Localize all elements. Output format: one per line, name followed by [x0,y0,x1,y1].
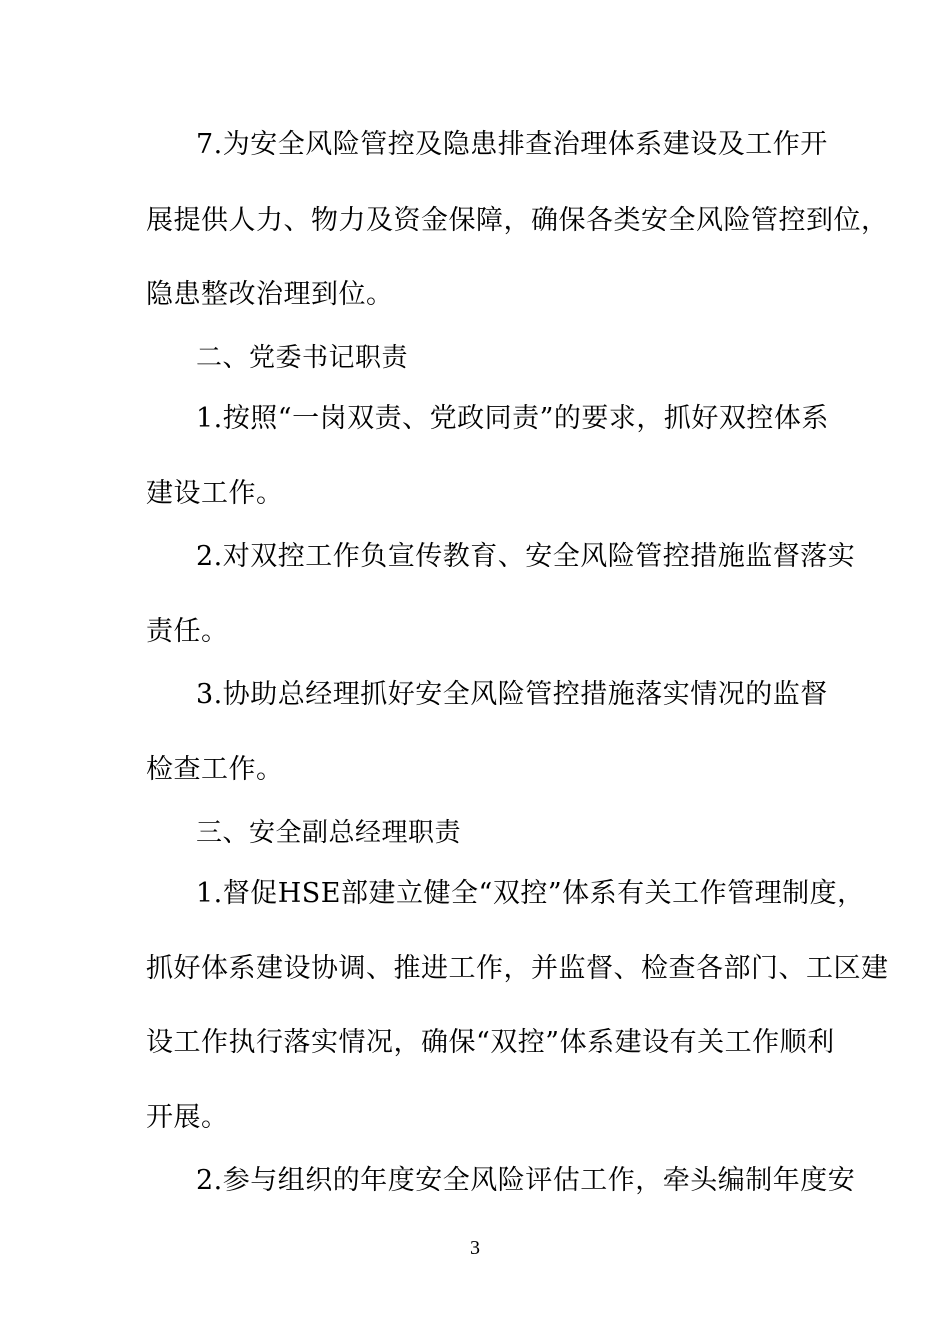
safety-item-1-line-2: 抓好体系建设协调、推进工作，并监督、检查各部门、工区建 [146,953,889,984]
paragraph-7-line-1: 7.为安全风险管控及隐患排查治理体系建设及工作开 [196,129,828,160]
party-item-1-line-1: 1.按照“一岗双责、党政同责”的要求，抓好双控体系 [196,403,829,434]
paragraph-7-line-3: 隐患整改治理到位。 [146,279,394,310]
party-item-2-line-2: 责任。 [146,616,229,647]
section-heading-party-secretary: 二、党委书记职责 [196,343,409,373]
safety-item-1-line-1: 1.督促HSE部建立健全“双控”体系有关工作管理制度， [196,878,865,909]
section-heading-safety-deputy: 三、安全副总经理职责 [196,818,462,848]
page-number: 3 [470,1237,480,1259]
paragraph-7-line-2: 展提供人力、物力及资金保障，确保各类安全风险管控到位， [146,205,889,236]
party-item-2-line-1: 2.对双控工作负宣传教育、安全风险管控措施监督落实 [196,541,856,572]
safety-item-1-line-3: 设工作执行落实情况，确保“双控”体系建设有关工作顺利 [146,1027,835,1058]
party-item-1-line-2: 建设工作。 [146,478,284,509]
party-item-3-line-1: 3.协助总经理抓好安全风险管控措施落实情况的监督 [196,679,828,710]
safety-item-2-line-1: 2.参与组织的年度安全风险评估工作，牵头编制年度安 [196,1165,856,1196]
safety-item-1-line-4: 开展。 [146,1102,229,1133]
party-item-3-line-2: 检查工作。 [146,754,284,785]
